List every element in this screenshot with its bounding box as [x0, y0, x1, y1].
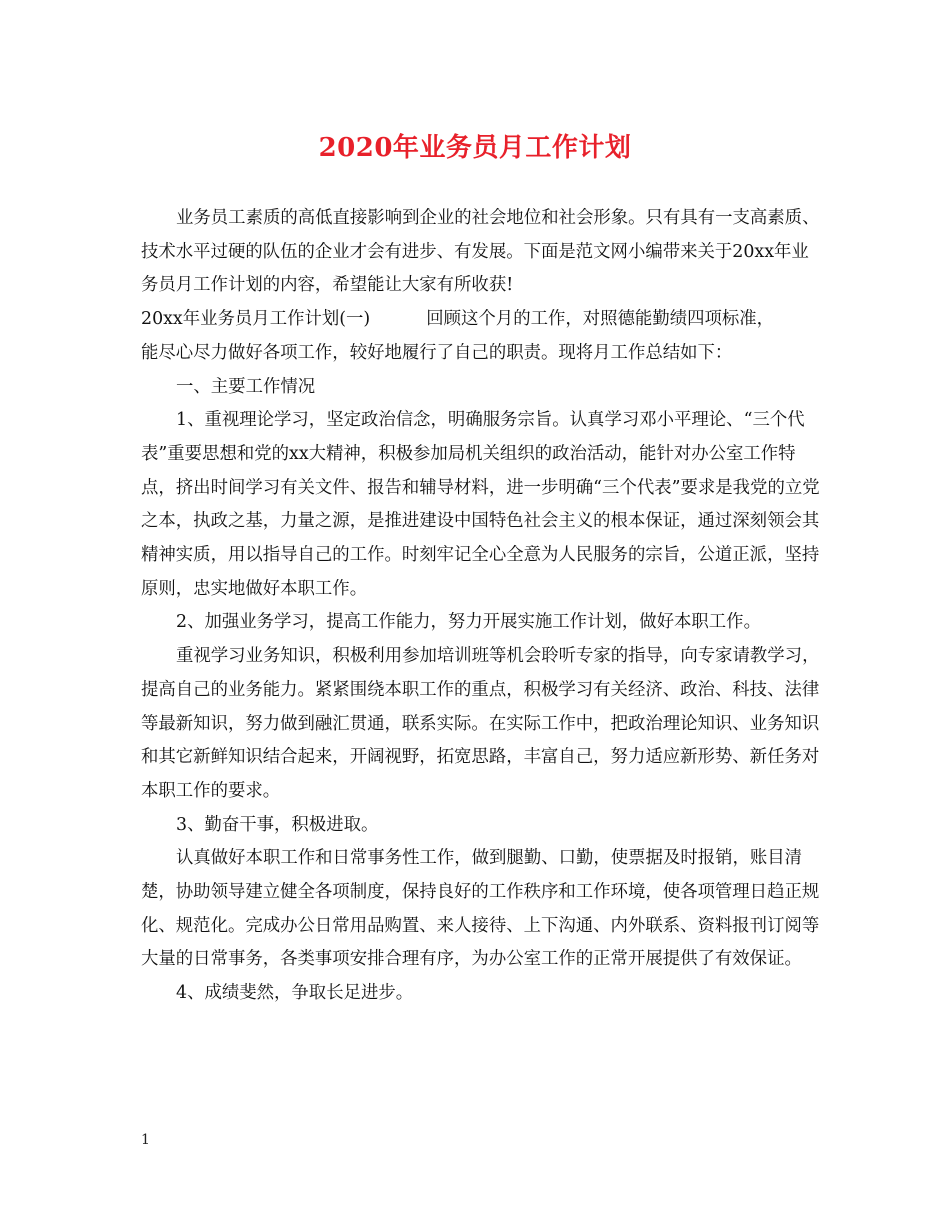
- document-body: [141, 202, 821, 1011]
- document-title: 2020年业务员月工作计划: [318, 133, 632, 163]
- item-2-heading: 2、加强业务学习，提高工作能力，努力开展实施工作计划，做好本职工作。: [176, 612, 761, 633]
- item-3-paragraph: 认真做好本职工作和日常事务性工作，做到腿勤、口勤，使票据及时报销，账目清楚，协助领导建立健全各项制度，保持良好的工作秩序和工作环境，使各项管理日趋正规化、规范化。完成办公日常用品购置、来人接待、上下沟通、内外联系、资料报刊订阅等大量的日常事务，各类事项安排合理有序，为办公室工作的正常开展提供了有效保证。: [141, 848, 820, 970]
- section-1-heading: 一、主要工作情况: [176, 376, 316, 397]
- item-4-heading: 4、成绩斐然，争取长足进步。: [176, 983, 414, 1004]
- plan-lead-rest: 能尽心尽力做好各项工作，较好地履行了自己的职责。现将月工作总结如下：: [141, 342, 733, 363]
- plan-heading: 20xx年业务员月工作计划(一): [141, 309, 371, 330]
- page-number: 1: [141, 1132, 150, 1148]
- item-2-paragraph: 重视学习业务知识，积极利用参加培训班等机会聆听专家的指导，向专家请教学习，提高自己的业务能力。紧紧围绕本职工作的重点，积极学习有关经济、政治、科技、法律等最新知识，努力做到融汇贯通，联系实际。在实际工作中，把政治理论知识、业务知识和其它新鲜知识结合起来，开阔视野，拓宽思路，丰富自己，努力适应新形势、新任务对本职工作的要求。: [141, 646, 820, 801]
- plan-lead-first: 回顾这个月的工作，对照德能勤绩四项标准，: [426, 309, 775, 330]
- item-3-heading: 3、勤奋干事，积极进取。: [176, 814, 379, 835]
- plan-heading-line: [141, 303, 821, 337]
- item-1-paragraph: 1、重视理论学习，坚定政治信念，明确服务宗旨。认真学习邓小平理论、“三个代表”重要思想和党的xx大精神，积极参加局机关组织的政治活动，能针对办公室工作特点，挤出时间学习有关文件、报告和辅导材料，进一步明确“三个代表”要求是我党的立党之本，执政之基，力量之源，是推进建设中国特色社会主义的根本保证，通过深刻领会其精神实质，用以指导自己的工作。时刻牢记全心全意为人民服务的宗旨，公道正派，坚持原则，忠实地做好本职工作。: [141, 410, 820, 599]
- intro-paragraph: 业务员工素质的高低直接影响到企业的社会地位和社会形象。只有具有一支高素质、技术水平过硬的队伍的企业才会有进步、有发展。下面是范文网小编带来关于20xx年业务员月工作计划的内容，希望能让大家有所收获!: [141, 208, 820, 296]
